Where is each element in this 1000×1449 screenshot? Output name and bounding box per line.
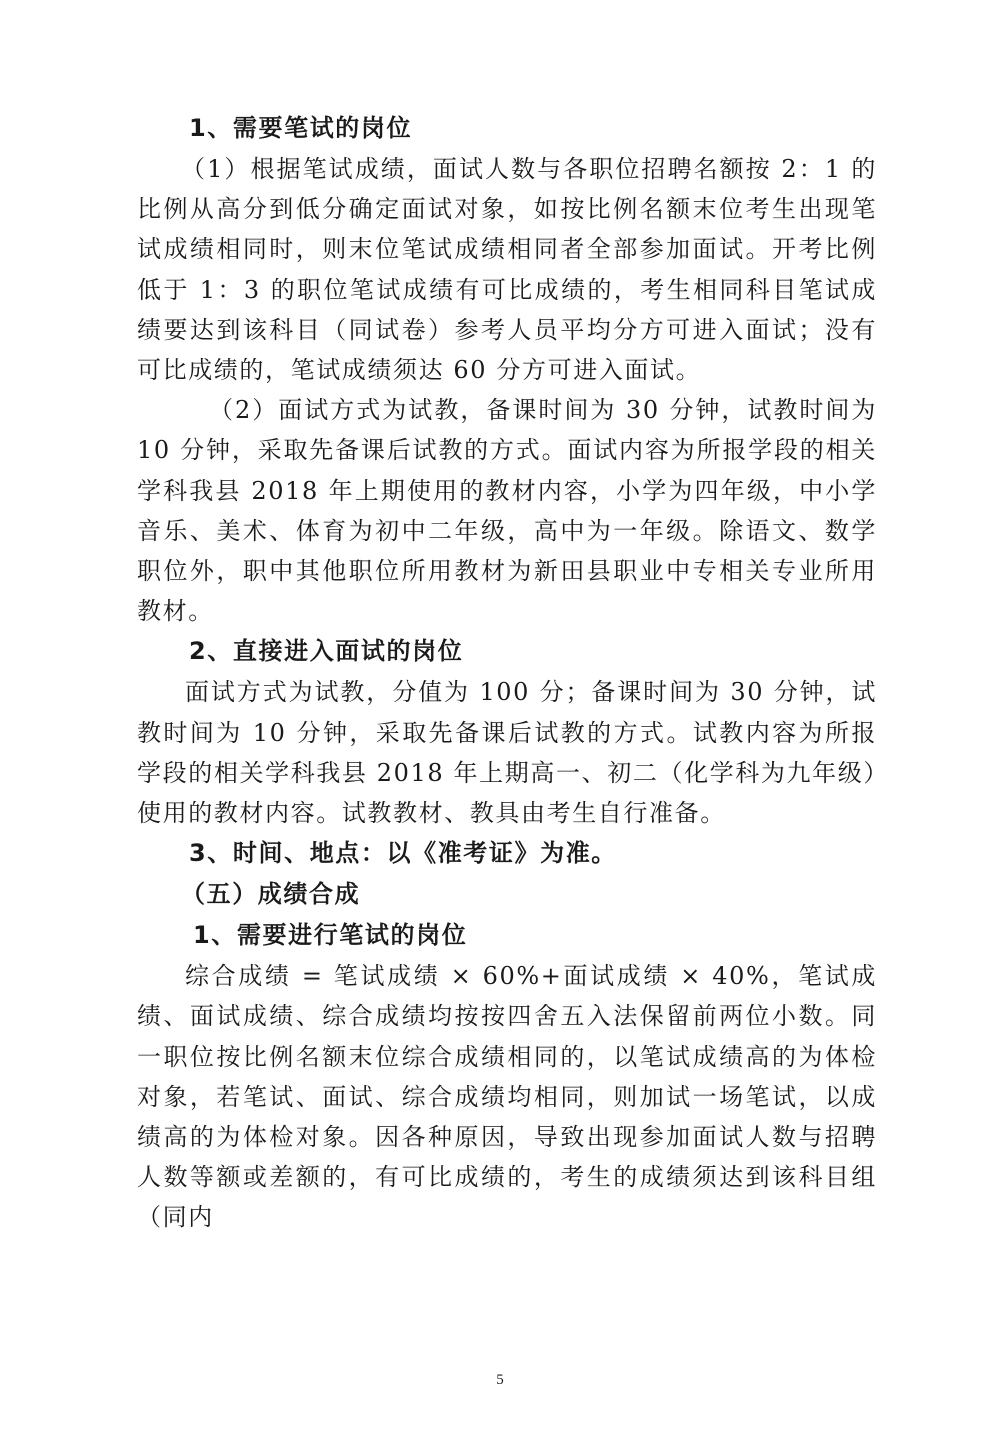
section-heading-direct-interview-positions: 2、直接进入面试的岗位 (189, 637, 464, 666)
section-heading-score-combination: （五）成绩合成 (181, 880, 361, 909)
subsection-heading-written-exam-positions: 1、需要进行笔试的岗位 (193, 921, 468, 950)
paragraph-written-exam-rule-2: （2）面试方式为试教，备课时间为 30 分钟，试教时间为 10 分钟，采取先备课后试教的方式。面试内容为所报学段的相关学科我县 2018 年上期使用的教材内容，小学为四年级，中小学音乐、美术、体育为初中二年级，高中为一年级。除语文、数学职位外，职中其他职位所用教材为新田县职业中专相关专业所用教材。 (137, 396, 877, 626)
paragraph-written-exam-rule-1: （1）根据笔试成绩，面试人数与各职位招聘名额按 2：1 的比例从高分到低分确定面试对象，如按比例名额末位考生出现笔试成绩相同时，则末位笔试成绩相同者全部参加面试。开考比例低于 1：3 的职位笔试成绩有可比成绩的，考生相同科目笔试成绩要达到该科目（同试卷）参考人员平均分方可进入面试；没有可比成绩的，笔试成绩须达 60 分方可进入面试。 (137, 155, 877, 385)
paragraph-score-combination-rule: 综合成绩 = 笔试成绩 × 60%+面试成绩 × 40%，笔试成绩、面试成绩、综合成绩均按按四舍五入法保留前两位小数。同一职位按比例名额末位综合成绩相同的，以笔试成绩高的为体检对象，若笔试、面试、综合成绩均相同，则加试一场笔试，以成绩高的为体检对象。因各种原因，导致出现参加面试人数与招聘人数等额或差额的，有可比成绩的，考生的成绩须达到该科目组（同内 (137, 962, 877, 1232)
document-body (137, 108, 877, 1238)
section-heading-time-location: 3、时间、地点：以《准考证》为准。 (189, 839, 617, 868)
paragraph-direct-interview-rule: 面试方式为试教，分值为 100 分；备课时间为 30 分钟，试教时间为 10 分钟，采取先备课后试教的方式。试教内容为所报学段的相关学科我县 2018 年上期高一、初二（化学科为九年级）使用的教材内容。试教教材、教具由考生自行准备。 (137, 678, 877, 828)
section-heading-written-exam-positions: 1、需要笔试的岗位 (189, 114, 413, 142)
page-number: 5 (496, 1372, 504, 1388)
